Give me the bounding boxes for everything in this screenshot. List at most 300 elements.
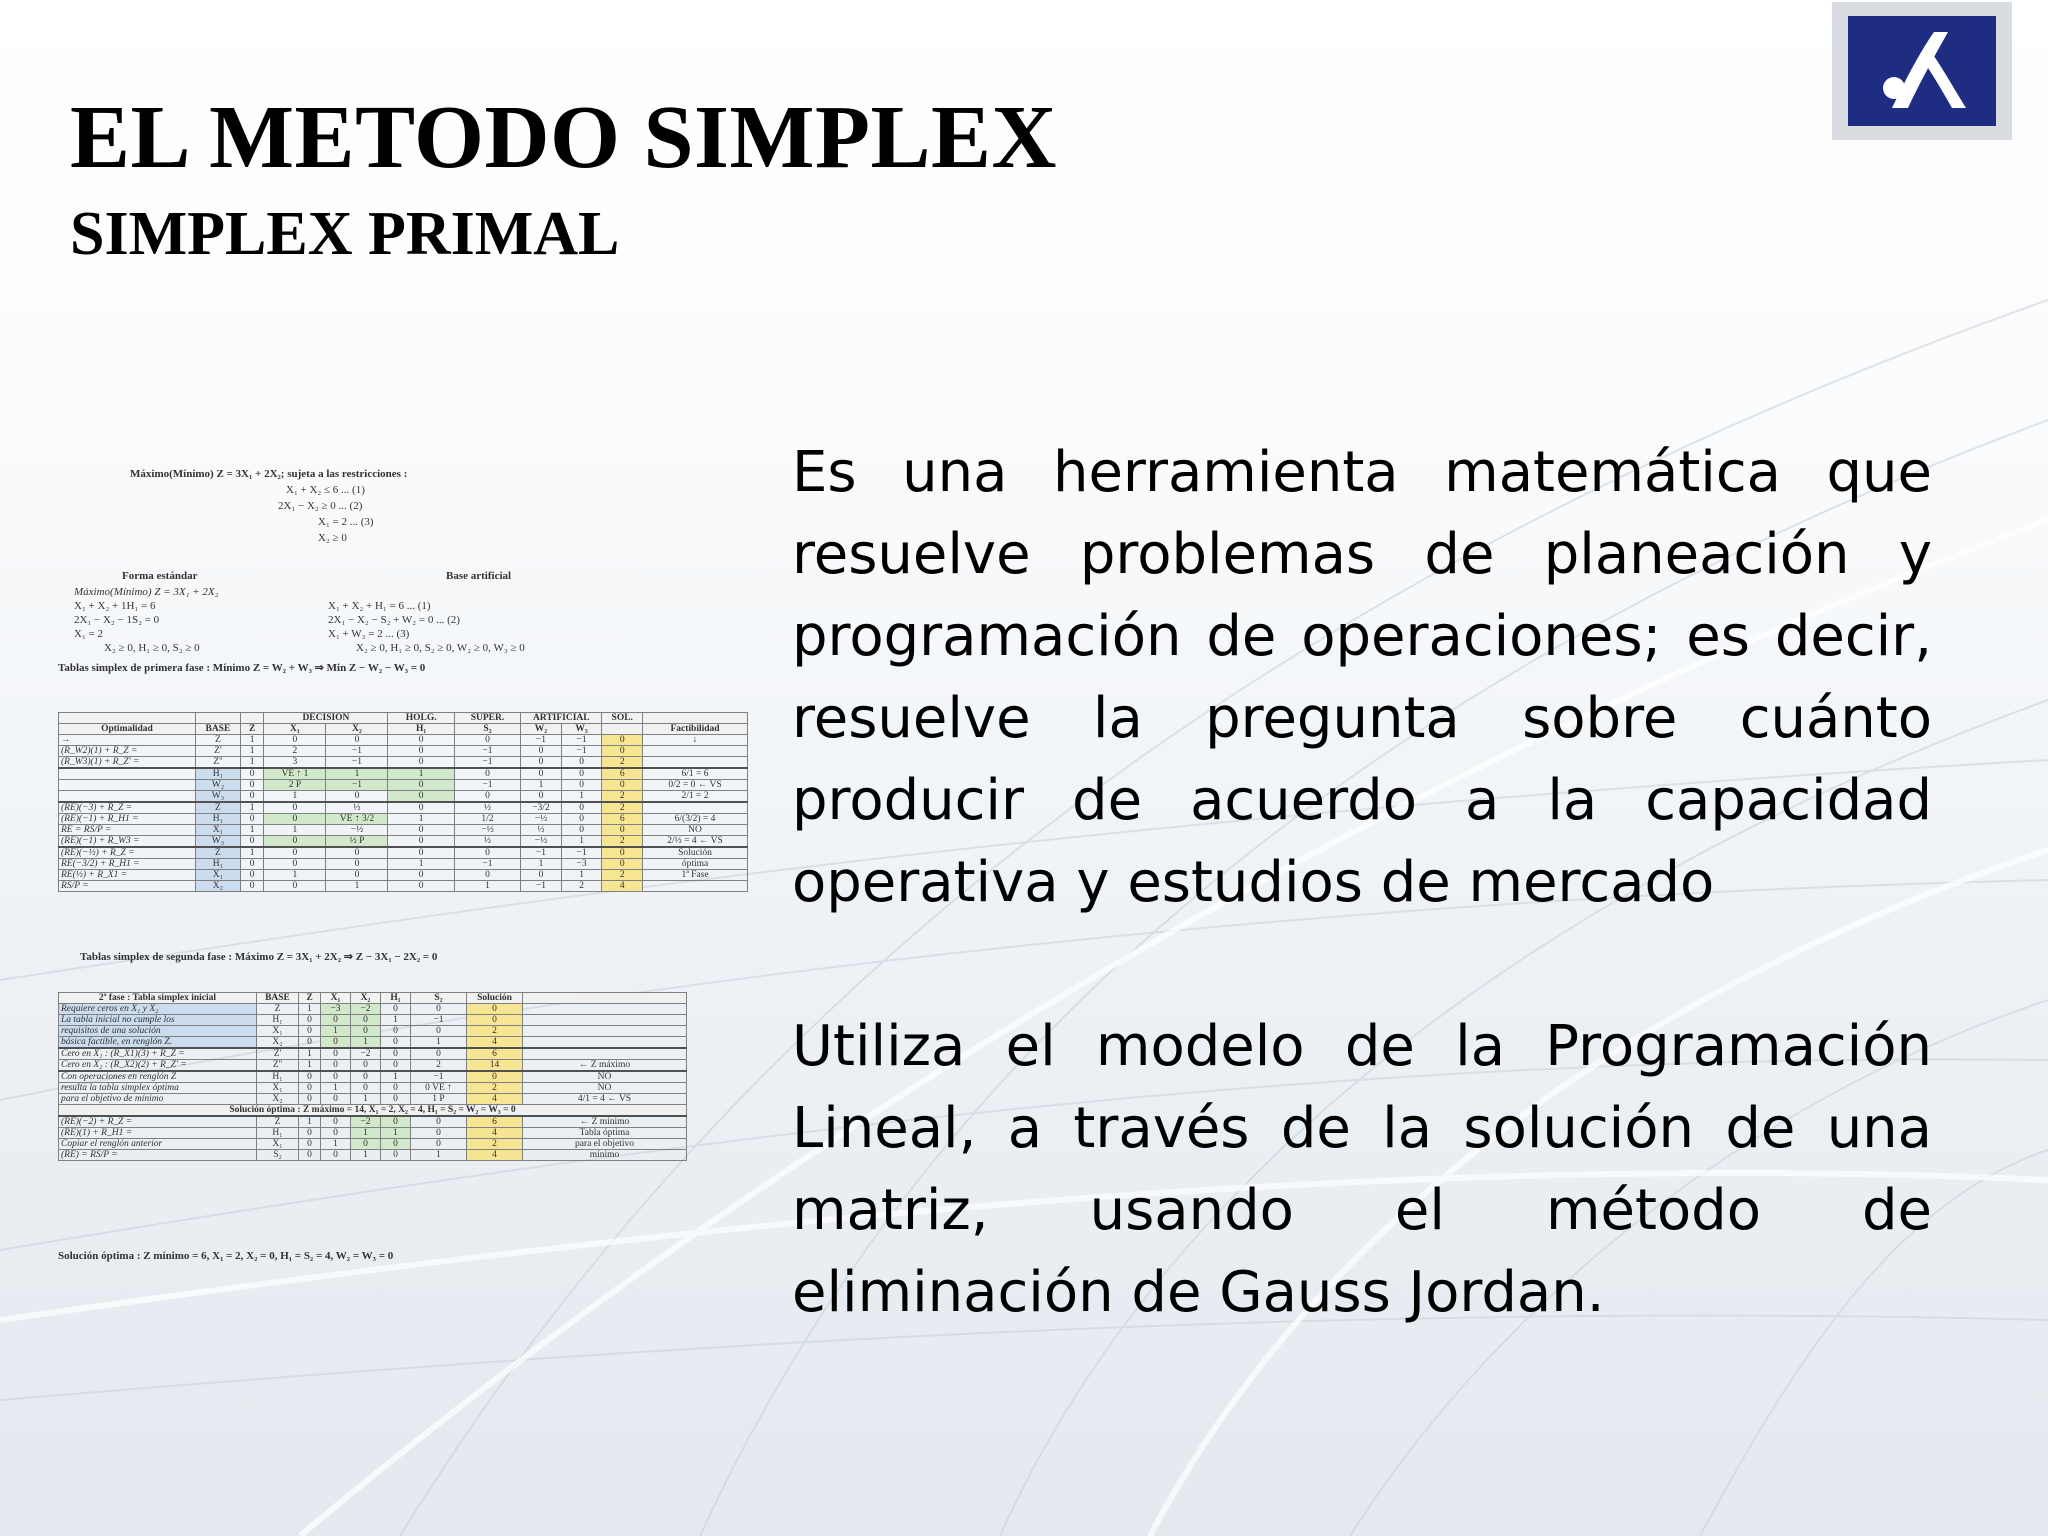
table-row (59, 1026, 687, 1037)
header-cell: BASE (195, 724, 240, 735)
table-cell: −2 (351, 1116, 381, 1128)
table-cell: 0 (299, 1139, 321, 1150)
table-cell: 2 P (264, 780, 326, 791)
table-cell: 0 (467, 1015, 523, 1026)
phase1-header-row (59, 724, 748, 735)
table-cell: 0 (521, 768, 562, 780)
table-cell: −1 (561, 847, 602, 859)
table-cell: Z (195, 847, 240, 859)
table-row (59, 825, 748, 836)
standard-line: Máximo(Mínimo) Z = 3X₁ + 2X₂ (74, 586, 219, 598)
table-cell: −1 (454, 780, 520, 791)
phase1-table (58, 712, 748, 892)
table-cell: 2 (602, 757, 643, 769)
table-cell: 2 (411, 1060, 467, 1072)
phase3-body (59, 1116, 687, 1161)
table-cell (523, 1015, 687, 1026)
table-cell: Z'' (195, 757, 240, 769)
header-cell: Z (240, 724, 264, 735)
table-cell: X₁ (257, 1139, 299, 1150)
table-cell: 0 (388, 757, 454, 769)
phase1-body (59, 735, 748, 892)
table-cell: (RE)(−3) + R_Z = (59, 802, 196, 814)
lambda-logo-icon (1848, 16, 1996, 126)
table-cell: 0 (326, 735, 388, 746)
table-cell: ↓ (643, 735, 748, 746)
slide-subtitle: SIMPLEX PRIMAL (70, 200, 620, 268)
table-cell: 0 (381, 1004, 411, 1015)
table-cell: 0 (240, 859, 264, 870)
table-cell: 0 (240, 881, 264, 892)
table-cell: Cero en X₁ : (R_X1)(3) + R_Z = (59, 1048, 257, 1060)
table-cell: 0 (454, 735, 520, 746)
table-cell: 0 (264, 881, 326, 892)
table-cell: 0 (388, 825, 454, 836)
table-cell: 0 (321, 1094, 351, 1105)
table-cell (643, 881, 748, 892)
table-cell: 0 (411, 1026, 467, 1037)
table-cell: 0 (388, 870, 454, 881)
standard-line: X₁ + X₂ + 1H₁ = 6 (74, 600, 156, 612)
table-cell: VE ↑ 3/2 (326, 814, 388, 825)
table-cell: 0 (321, 1071, 351, 1083)
table-cell: −1 (521, 881, 562, 892)
table-cell: 2 (602, 802, 643, 814)
header-cell: H₁ (381, 993, 411, 1004)
table-cell (643, 802, 748, 814)
phase1-caption: Tablas simplex de primera fase : Mínimo Z = W₂ + W₃ ⇒ Min Z − W₂ − W₃ = 0 (58, 662, 426, 674)
table-row (59, 780, 748, 791)
table-cell: 0 (264, 836, 326, 848)
table-cell: 1 (351, 1150, 381, 1161)
table-cell: ← Z mínimo (523, 1116, 687, 1128)
table-cell: 1 (381, 1015, 411, 1026)
standard-form-title: Forma estándar (122, 570, 198, 582)
table-cell: W₂ (195, 780, 240, 791)
table-cell: −1 (561, 746, 602, 757)
standard-line: 2X₁ − X₂ − 1S₂ = 0 (74, 614, 160, 626)
table-cell: 2 (561, 881, 602, 892)
table-cell: H₁ (195, 768, 240, 780)
table-row (59, 814, 748, 825)
table-cell: 1 (388, 859, 454, 870)
table-cell: 1 (240, 825, 264, 836)
table-cell: 0 (326, 847, 388, 859)
table-cell: 1 (351, 1094, 381, 1105)
standard-line: X₂ ≥ 0, H₁ ≥ 0, S₂ ≥ 0 (104, 642, 200, 654)
table-cell: 1 (521, 859, 562, 870)
table-cell: 0 (299, 1015, 321, 1026)
table-cell: −1 (326, 780, 388, 791)
table-cell: 2 (602, 870, 643, 881)
table-cell: −1 (454, 746, 520, 757)
table-cell: 0 (299, 1083, 321, 1094)
table-row (59, 1048, 687, 1060)
table-cell: 0 (454, 870, 520, 881)
table-cell: −3/2 (521, 802, 562, 814)
table-cell: requisitos de una solución (59, 1026, 257, 1037)
table-cell: H₁ (195, 814, 240, 825)
table-cell: 0 (454, 847, 520, 859)
table-cell: VE ↑ 1 (264, 768, 326, 780)
table-cell (523, 1004, 687, 1015)
table-cell (643, 757, 748, 769)
table-cell: 0 (388, 746, 454, 757)
table-cell: 0 (381, 1139, 411, 1150)
table-cell: −½ (326, 825, 388, 836)
table-cell: −2 (351, 1004, 381, 1015)
table-cell: óptima (643, 859, 748, 870)
group-decision: DECISIÓN (264, 713, 388, 724)
phase1-header (59, 724, 748, 735)
phase2-body (59, 1004, 687, 1105)
header-cell: W₂ (521, 724, 562, 735)
table-cell: 1 (351, 1128, 381, 1139)
table-cell: 1ª Fase (643, 870, 748, 881)
table-cell: 0 (240, 870, 264, 881)
table-cell: 2 (467, 1083, 523, 1094)
table-cell: 2/½ = 4 ← VS (643, 836, 748, 848)
table-cell: 0 (240, 814, 264, 825)
table-cell: X₂ (257, 1094, 299, 1105)
table-cell: 1 (561, 836, 602, 848)
table-row (59, 836, 748, 848)
table-cell: 0 (321, 1037, 351, 1049)
table-cell: 0 (521, 870, 562, 881)
table-cell: 14 (467, 1060, 523, 1072)
simplex-tableau-figure (56, 458, 756, 1273)
table-cell: 0 (321, 1048, 351, 1060)
table-cell: 1 (454, 881, 520, 892)
table-cell: −2 (351, 1048, 381, 1060)
table-row (59, 1083, 687, 1094)
table-cell: 3 (264, 757, 326, 769)
table-cell: ½ (326, 802, 388, 814)
table-row (59, 735, 748, 746)
table-cell: 2 (602, 836, 643, 848)
table-row (59, 847, 748, 859)
table-cell: −1 (454, 859, 520, 870)
table-cell: −3 (561, 859, 602, 870)
table-cell: 0 (467, 1071, 523, 1083)
table-cell: ½ (521, 825, 562, 836)
table-cell: 1 (240, 847, 264, 859)
table-cell: 0 (321, 1128, 351, 1139)
table-cell: 0 (411, 1139, 467, 1150)
header-cell: Factibilidad (643, 724, 748, 735)
group-cell (59, 713, 196, 724)
table-cell: → (59, 735, 196, 746)
header-cell: BASE (257, 993, 299, 1004)
table-cell: 4 (602, 881, 643, 892)
constraint-1: X₁ + X₂ ≤ 6 ... (1) (286, 484, 365, 496)
table-cell: X₂ (195, 881, 240, 892)
table-cell: 0 (561, 825, 602, 836)
table-cell: 0 (561, 814, 602, 825)
table-cell: 1 (240, 802, 264, 814)
table-cell: 1 (264, 870, 326, 881)
table-cell (59, 780, 196, 791)
table-cell: 0 (264, 859, 326, 870)
table-cell: para el objetivo (523, 1139, 687, 1150)
table-cell: (RE)(−½) + R_Z = (59, 847, 196, 859)
constraint-4: X₂ ≥ 0 (318, 532, 347, 544)
table-cell: −1 (326, 757, 388, 769)
table-cell: 0 (381, 1116, 411, 1128)
table-cell: 0 (561, 780, 602, 791)
table-row (59, 802, 748, 814)
table-cell: 0 (264, 847, 326, 859)
table-row (59, 870, 748, 881)
paragraph-method: Utiliza el modelo de la Programación Lineal, a través de la solución de una matriz, usando el método de eliminación de Gauss Jordan. (792, 1014, 1932, 1325)
table-cell: 1/2 (454, 814, 520, 825)
table-cell: 0 (321, 1015, 351, 1026)
table-cell: 1 (561, 791, 602, 803)
table-cell: Cero en X₂ : (R_X2)(2) + R_Z' = (59, 1060, 257, 1072)
table-cell: 6 (467, 1048, 523, 1060)
table-cell: 0 (411, 1004, 467, 1015)
table-cell: 0 (602, 859, 643, 870)
table-cell: 0 (299, 1150, 321, 1161)
table-cell: 6 (467, 1116, 523, 1128)
header-cell: H₁ (388, 724, 454, 735)
table-cell: 1 (561, 870, 602, 881)
header-cell: S₂ (454, 724, 520, 735)
table-cell: W₃ (195, 836, 240, 848)
table-cell: 0 (381, 1083, 411, 1094)
phase2-header (59, 993, 687, 1004)
table-cell: 0 (388, 881, 454, 892)
table-cell: 6/(3/2) = 4 (643, 814, 748, 825)
table-cell: 0 (351, 1139, 381, 1150)
table-cell: 0 (299, 1094, 321, 1105)
table-cell: S₂ (257, 1150, 299, 1161)
table-cell: Z (257, 1004, 299, 1015)
table-cell: 4/1 = 4 ← VS (523, 1094, 687, 1105)
table-cell: 0 (521, 746, 562, 757)
table-row (59, 757, 748, 769)
table-cell: 0/2 = 0 ← VS (643, 780, 748, 791)
table-cell: 0 VE ↑ (411, 1083, 467, 1094)
table-cell: 6 (602, 814, 643, 825)
table-cell: Z (257, 1116, 299, 1128)
header-cell (523, 993, 687, 1004)
artificial-line: X₁ + W₃ = 2 ... (3) (328, 628, 410, 640)
table-cell: 0 (381, 1048, 411, 1060)
table-cell: −3 (321, 1004, 351, 1015)
final-solution-caption: Solución óptima : Z mínimo = 6, X₁ = 2, X₂ = 0, H₁ = S₂ = 4, W₂ = W₃ = 0 (58, 1250, 394, 1262)
table-cell: 0 (264, 814, 326, 825)
table-cell: −½ (521, 836, 562, 848)
table-cell: 1 (240, 757, 264, 769)
table-cell: 0 (240, 780, 264, 791)
group-cell (240, 713, 264, 724)
table-cell: 0 (351, 1071, 381, 1083)
header-cell: 2ª fase : Tabla simplex inicial (59, 993, 257, 1004)
table-cell: X₁ (257, 1083, 299, 1094)
header-cell: X₁ (264, 724, 326, 735)
table-cell: 1 (326, 881, 388, 892)
table-cell: W₃ (195, 791, 240, 803)
table-cell: Solución (643, 847, 748, 859)
table-cell: 4 (467, 1094, 523, 1105)
constraint-2: 2X₁ − X₂ ≥ 0 ... (2) (278, 500, 363, 512)
table-cell: 1 P (411, 1094, 467, 1105)
table-cell: (R_W2)(1) + R_Z = (59, 746, 196, 757)
table-cell: NO (643, 825, 748, 836)
table-cell: (R_W3)(1) + R_Z' = (59, 757, 196, 769)
table-cell: 1 (411, 1150, 467, 1161)
table-cell: 0 (454, 791, 520, 803)
table-cell: 0 (388, 735, 454, 746)
table-cell: 0 (602, 780, 643, 791)
table-cell: 0 (381, 1037, 411, 1049)
table-cell: 0 (264, 735, 326, 746)
table-cell: −1 (454, 757, 520, 769)
table-cell: RS/P = (59, 881, 196, 892)
table-cell: 1 (299, 1004, 321, 1015)
table-cell: ½ P (326, 836, 388, 848)
logo-badge (1848, 16, 1996, 126)
table-cell: 1 (381, 1071, 411, 1083)
table-cell: 2/1 = 2 (643, 791, 748, 803)
table-cell: Z (195, 802, 240, 814)
table-cell: (RE)(1) + R_H1 = (59, 1128, 257, 1139)
table-cell: −½ (521, 814, 562, 825)
table-cell: resulta la tabla simplex óptima (59, 1083, 257, 1094)
group-solution: SOL. (602, 713, 643, 724)
table-cell: ½ (454, 836, 520, 848)
table-row (59, 881, 748, 892)
table-cell: 1 (264, 825, 326, 836)
table-cell: 2 (467, 1026, 523, 1037)
table-cell: Z' (257, 1048, 299, 1060)
table-cell: 4 (467, 1037, 523, 1049)
table-cell: 0 (351, 1015, 381, 1026)
table-cell: −1 (411, 1071, 467, 1083)
table-cell: 2 (602, 791, 643, 803)
phase2-solution-row (59, 1105, 687, 1117)
table-cell (523, 1037, 687, 1049)
artificial-line: X₂ ≥ 0, H₁ ≥ 0, S₂ ≥ 0, W₂ ≥ 0, W₃ ≥ 0 (356, 642, 525, 654)
table-cell (59, 768, 196, 780)
header-cell: X₁ (321, 993, 351, 1004)
table-cell: −1 (411, 1015, 467, 1026)
table-cell: 0 (561, 768, 602, 780)
table-cell: 1 (321, 1139, 351, 1150)
table-cell: H₁ (195, 859, 240, 870)
table-cell: mínimo (523, 1150, 687, 1161)
table-cell: 1 (264, 791, 326, 803)
table-cell: 0 (602, 746, 643, 757)
table-cell: 0 (321, 1116, 351, 1128)
header-cell: Solución (467, 993, 523, 1004)
table-cell: 0 (411, 1116, 467, 1128)
table-cell: 0 (411, 1128, 467, 1139)
table-cell: 1 (521, 780, 562, 791)
table-cell: (RE) = RS/P = (59, 1150, 257, 1161)
header-cell: Z (299, 993, 321, 1004)
table-cell: 6/1 = 6 (643, 768, 748, 780)
header-cell: X₂ (351, 993, 381, 1004)
table-cell: 0 (521, 791, 562, 803)
table-cell: 0 (602, 825, 643, 836)
table-cell: X₁ (195, 825, 240, 836)
constraint-3: X₁ = 2 ... (3) (318, 516, 374, 528)
header-cell: S₂ (411, 993, 467, 1004)
table-cell: 0 (388, 847, 454, 859)
table-cell: 0 (240, 791, 264, 803)
table-cell: 2 (467, 1139, 523, 1150)
table-cell: 4 (467, 1150, 523, 1161)
header-cell (602, 724, 643, 735)
header-cell: X₂ (326, 724, 388, 735)
table-cell: 0 (299, 1026, 321, 1037)
table-row (59, 1128, 687, 1139)
table-cell: La tabla inicial no cumple los (59, 1015, 257, 1026)
table-cell: 2 (264, 746, 326, 757)
table-cell: 0 (388, 780, 454, 791)
problem-statement: Máximo(Mínimo) Z = 3X₁ + 2X₂; sujeta a las restricciones : (130, 468, 408, 480)
group-surplus: SUPER. (454, 713, 520, 724)
paragraph-definition: Es una herramienta matemática que resuelve problemas de planeación y programación de operaciones; es decir, resuelve la pregunta sobre cuánto producir de acuerdo a la capacidad operativa y estudios de mercado (792, 440, 1932, 915)
table-cell: 0 (326, 791, 388, 803)
table-cell: 1 (388, 814, 454, 825)
table-cell: (RE)(−1) + R_W3 = (59, 836, 196, 848)
table-cell: 0 (388, 802, 454, 814)
table-cell: 1 (321, 1026, 351, 1037)
table-cell: H₁ (257, 1015, 299, 1026)
slide-title: EL METODO SIMPLEX (70, 88, 1058, 187)
table-cell: X₂ (257, 1037, 299, 1049)
table-cell: 1 (240, 735, 264, 746)
table-row (59, 1116, 687, 1128)
table-cell (59, 791, 196, 803)
table-cell (643, 746, 748, 757)
table-row (59, 791, 748, 803)
phase2-solution-band: Solución óptima : Z máximo = 14, X₁ = 2, X₂ = 4, H₁ = S₂ = W₂ = W₃ = 0 (59, 1105, 687, 1117)
table-cell: RE = RS/P = (59, 825, 196, 836)
table-row (59, 859, 748, 870)
table-cell: 0 (381, 1060, 411, 1072)
table-cell: 0 (381, 1094, 411, 1105)
table-cell: 0 (467, 1004, 523, 1015)
table-cell: 0 (321, 1060, 351, 1072)
group-artificial: ARTIFICIAL (521, 713, 602, 724)
table-cell: 0 (240, 768, 264, 780)
table-cell: −1 (561, 735, 602, 746)
table-cell: 0 (240, 836, 264, 848)
table-cell: 1 (321, 1083, 351, 1094)
table-cell: 0 (351, 1060, 381, 1072)
table-cell: RE(−3/2) + R_H1 = (59, 859, 196, 870)
table-cell: ← Z máximo (523, 1060, 687, 1072)
table-cell: ½ (454, 802, 520, 814)
table-cell: −1 (521, 735, 562, 746)
table-cell: (RE)(−2) + R_Z = (59, 1116, 257, 1128)
header-cell: Optimalidad (59, 724, 196, 735)
artificial-line: 2X₁ − X₂ − S₂ + W₂ = 0 ... (2) (328, 614, 460, 626)
table-cell: Z'' (257, 1060, 299, 1072)
table-cell: −1 (521, 847, 562, 859)
table-cell: 6 (602, 768, 643, 780)
table-cell: 0 (381, 1026, 411, 1037)
table-cell: 0 (381, 1150, 411, 1161)
table-cell: 0 (561, 802, 602, 814)
table-cell: 0 (299, 1037, 321, 1049)
table-cell: 0 (299, 1071, 321, 1083)
table-row (59, 1071, 687, 1083)
